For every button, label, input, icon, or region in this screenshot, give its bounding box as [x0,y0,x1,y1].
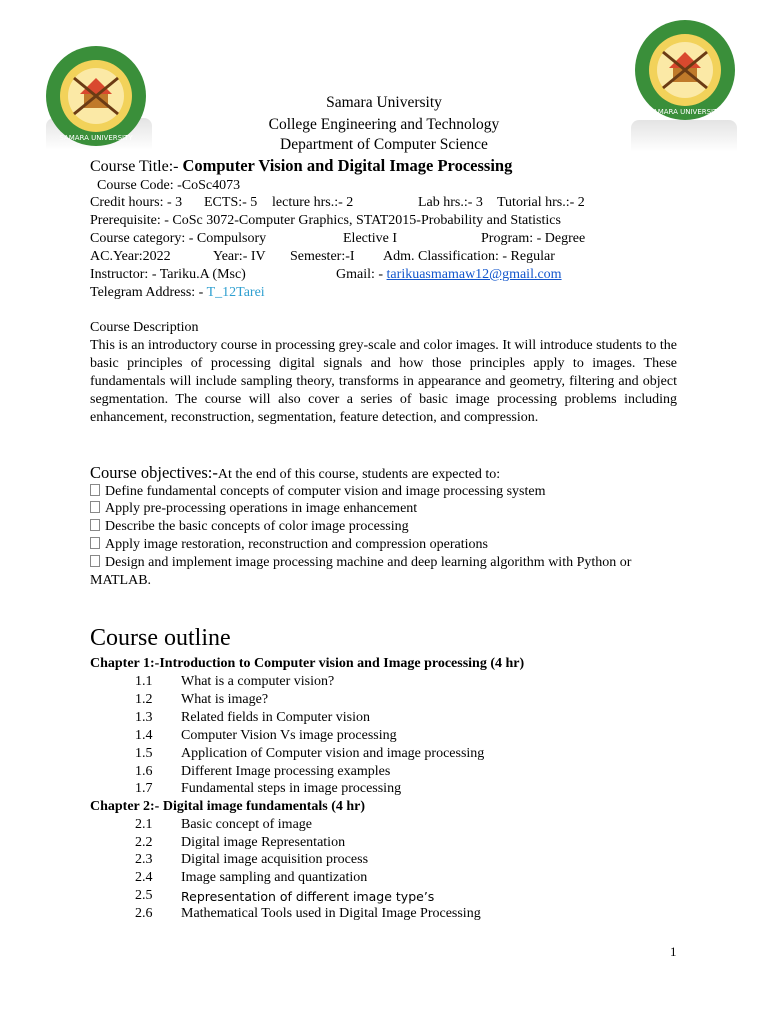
topic-number: 2.1 [135,817,153,832]
course-title [90,156,512,176]
gmail-label: Gmail: - [336,267,387,282]
description-text: This is an introductory course in processing grey-scale and color images. It will introduce students to the basic principles of processing digital signals and how those principles apply to images. These fundamentals will include sampling theory, transforms in appearance and geometry, filtering and object segmentation. The course will also cover a series of basic image processing problems including enhancement, reconstruction, segmentation, feature detection, and compression. [90,338,677,425]
telegram-handle[interactable]: T_12Tarei [206,285,265,300]
objective-item: Design and implement image processing machine and deep learning algorithm with Python or [90,555,631,571]
course-category: Course category: - Compulsory [90,231,267,246]
topic-number: 1.5 [135,746,153,761]
topic-number: 2.6 [135,906,153,921]
topic-text: Digital image Representation [181,835,346,850]
objective-item: Apply pre-processing operations in image enhancement [90,501,417,517]
lecture-hours: lecture hrs.:- 2 [272,195,354,210]
description-heading: Course Description [90,320,199,335]
adm-classification: Adm. Classification: - Regular [383,249,555,264]
credit-hours: Credit hours: - 3 [90,195,183,210]
topic-text: Related fields in Computer vision [181,710,370,725]
university-name: Samara University [326,94,442,111]
objectives-heading [90,463,500,483]
chapter-1-title: Chapter 1:-Introduction to Computer vision and Image processing (4 hr) [90,656,525,671]
course-title-value: Computer Vision and Digital Image Processing [182,156,513,175]
topic-text: Computer Vision Vs image processing [181,728,397,743]
elective: Elective I [343,231,398,246]
gmail [336,267,562,283]
topic-number: 1.1 [135,674,153,689]
instructor: Instructor: - Tariku.A (Msc) [90,267,246,282]
objective-item-continued: MATLAB. [90,573,152,588]
department-name: Department of Computer Science [280,136,488,153]
topic-number: 2.5 [135,888,153,903]
chapter-2-title: Chapter 2:- Digital image fundamentals (4 hr) [90,799,366,814]
bullet-icon [90,555,100,567]
program: Program: - Degree [481,231,586,246]
bullet-icon [90,537,100,549]
topic-number: 2.2 [135,835,153,850]
objective-item: Define fundamental concepts of computer vision and image processing system [90,484,546,500]
topic-number: 1.7 [135,781,153,796]
topic-text: Different Image processing examples [181,764,391,779]
lab-hours: Lab hrs.:- 3 [418,195,483,210]
topic-text: Representation of different image type’s [181,889,435,904]
topic-text: Image sampling and quantization [181,870,368,885]
topic-number: 2.4 [135,870,153,885]
college-name: College Engineering and Technology [268,116,500,133]
topic-text: Mathematical Tools used in Digital Image Processing [181,906,481,921]
objectives-intro: At the end of this course, students are expected to: [217,467,501,482]
bullet-icon [90,501,100,513]
tutorial-hours: Tutorial hrs.:- 2 [497,195,585,210]
topic-text: What is a computer vision? [181,674,335,689]
topic-text: Fundamental steps in image processing [181,781,402,796]
topic-number: 2.3 [135,852,153,867]
objective-item: Apply image restoration, reconstruction and compression operations [90,537,488,553]
prerequisite: Prerequisite: - CoSc 3072-Computer Graphics, STAT2015-Probability and Statistics [90,213,561,228]
topic-number: 1.4 [135,728,153,743]
topic-text: Application of Computer vision and image processing [181,746,485,761]
page-number: 1 [670,944,677,959]
topic-number: 1.2 [135,692,153,707]
ects: ECTS:- 5 [204,195,258,210]
topic-number: 1.3 [135,710,153,725]
svg-text:SAMARA UNIVERSITY: SAMARA UNIVERSITY [59,134,133,142]
topic-text: Digital image acquisition process [181,852,369,867]
svg-text:SAMARA UNIVERSITY: SAMARA UNIVERSITY [648,108,722,116]
academic-year: AC.Year:2022 [90,249,171,264]
telegram [90,285,265,301]
bullet-icon [90,484,100,496]
topic-number: 1.6 [135,764,153,779]
objectives-title: Course objectives:- [90,463,218,482]
objective-item: Describe the basic concepts of color image processing [90,519,409,535]
bullet-icon [90,519,100,531]
course-title-label: Course Title:- [90,158,179,175]
topic-text: What is image? [181,692,269,707]
gmail-link[interactable]: tarikuasmamaw12@gmail.com [386,267,562,282]
outline-heading: Course outline [90,625,231,651]
topic-text: Basic concept of image [181,817,313,832]
year: Year:- IV [213,249,266,264]
course-code: Course Code: -CoSc4073 [97,178,241,193]
telegram-label: Telegram Address: - [90,285,207,300]
semester: Semester:-I [290,249,355,264]
